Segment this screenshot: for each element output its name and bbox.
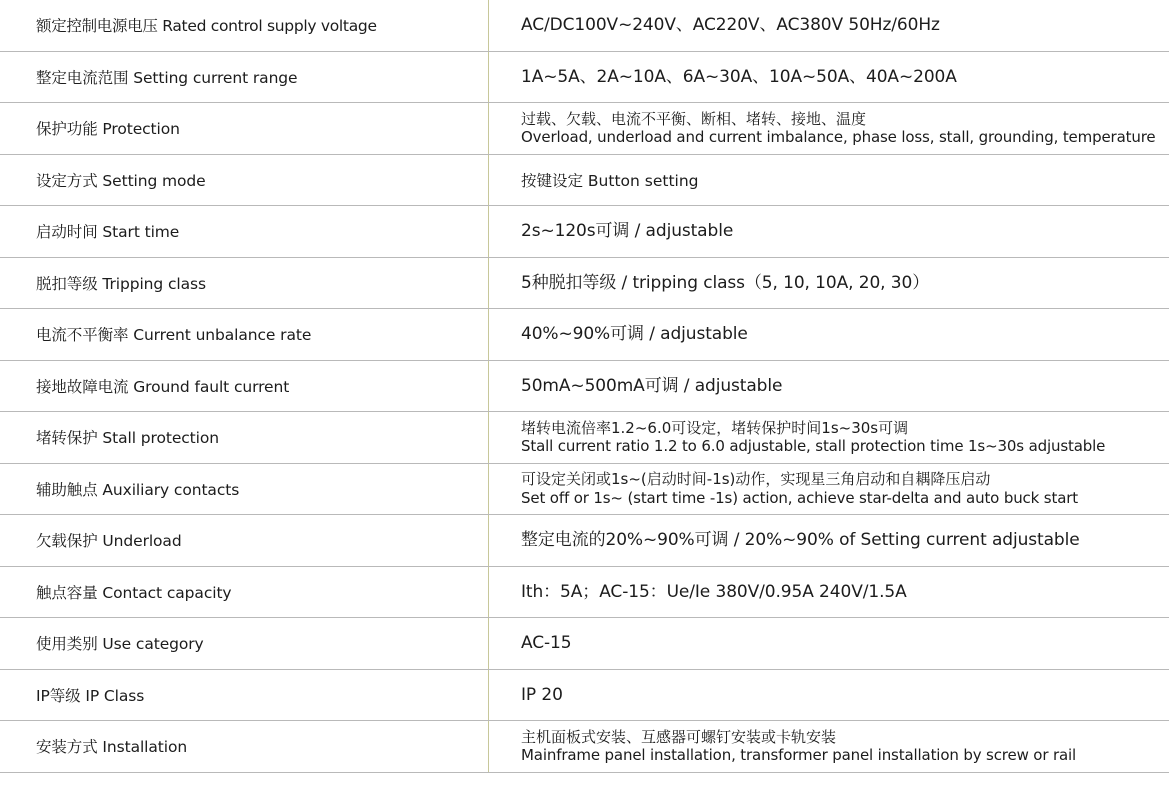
row-value-cell bbox=[489, 0, 1169, 51]
row-label: 整定电流范围 Setting current range bbox=[0, 52, 489, 103]
row-value: AC-15 bbox=[521, 633, 572, 654]
row-value-cn: 堵转电流倍率1.2~6.0可设定，堵转保护时间1s~30s可调 bbox=[521, 418, 909, 437]
row-value-cell bbox=[489, 515, 1169, 566]
table-row bbox=[0, 618, 1169, 670]
table-row bbox=[0, 103, 1169, 155]
row-value: Ith：5A；AC-15：Ue/Ie 380V/0.95A 240V/1.5A bbox=[521, 581, 907, 602]
row-value-cell bbox=[489, 361, 1169, 412]
table-row bbox=[0, 361, 1169, 413]
row-value-cell bbox=[489, 206, 1169, 257]
row-value-cell bbox=[489, 103, 1169, 154]
row-value-en: Stall current ratio 1.2 to 6.0 adjustable, stall protection time 1s~30s adjustable bbox=[521, 437, 1106, 456]
row-value: 按键设定 Button setting bbox=[521, 171, 699, 190]
row-label: 接地故障电流 Ground fault current bbox=[0, 361, 489, 412]
row-value-cell bbox=[489, 52, 1169, 103]
row-value: 2s~120s可调 / adjustable bbox=[521, 221, 734, 242]
table-row bbox=[0, 567, 1169, 619]
row-value-cell bbox=[489, 670, 1169, 721]
row-value-cell bbox=[489, 412, 1169, 463]
table-row bbox=[0, 52, 1169, 104]
row-value-cell bbox=[489, 309, 1169, 360]
table-row bbox=[0, 0, 1169, 52]
row-label: IP等级 IP Class bbox=[0, 670, 489, 721]
row-value-en: Mainframe panel installation, transformer panel installation by screw or rail bbox=[521, 746, 1077, 765]
row-value-cn: 可设定关闭或1s~(启动时间-1s)动作，实现星三角启动和自耦降压启动 bbox=[521, 470, 991, 488]
row-label: 堵转保护 Stall protection bbox=[0, 412, 489, 463]
row-label: 欠载保护 Underload bbox=[0, 515, 489, 566]
row-label: 辅助触点 Auxiliary contacts bbox=[0, 464, 489, 515]
table-row bbox=[0, 155, 1169, 207]
row-value: 40%~90%可调 / adjustable bbox=[521, 324, 748, 345]
row-label: 保护功能 Protection bbox=[0, 103, 489, 154]
row-value-cn: 主机面板式安装、互感器可螺钉安装或卡轨安装 bbox=[521, 727, 837, 746]
row-value-en: Overload, underload and current imbalance, phase loss, stall, grounding, temperature bbox=[521, 128, 1156, 147]
row-value: AC/DC100V~240V、AC220V、AC380V 50Hz/60Hz bbox=[521, 15, 940, 36]
table-row bbox=[0, 412, 1169, 464]
row-label: 脱扣等级 Tripping class bbox=[0, 258, 489, 309]
row-value-cell bbox=[489, 464, 1169, 515]
row-label: 额定控制电源电压 Rated control supply voltage bbox=[0, 0, 489, 51]
row-value-cell bbox=[489, 567, 1169, 618]
row-value-cell bbox=[489, 618, 1169, 669]
table-row bbox=[0, 206, 1169, 258]
row-value: IP 20 bbox=[521, 684, 563, 705]
row-label: 触点容量 Contact capacity bbox=[0, 567, 489, 618]
table-row bbox=[0, 258, 1169, 310]
row-value-cell bbox=[489, 721, 1169, 772]
row-value-cn: 过载、欠载、电流不平衡、断相、堵转、接地、温度 bbox=[521, 109, 867, 128]
table-row bbox=[0, 670, 1169, 722]
row-label: 安装方式 Installation bbox=[0, 721, 489, 772]
row-value: 5种脱扣等级 / tripping class（5, 10, 10A, 20, 30） bbox=[521, 272, 930, 293]
row-value-cell bbox=[489, 155, 1169, 206]
table-row bbox=[0, 464, 1169, 516]
table-row bbox=[0, 721, 1169, 773]
row-label: 设定方式 Setting mode bbox=[0, 155, 489, 206]
row-value-en: Set off or 1s~ (start time -1s) action, achieve star-delta and auto buck start bbox=[521, 488, 1078, 507]
row-label: 电流不平衡率 Current unbalance rate bbox=[0, 309, 489, 360]
row-label: 启动时间 Start time bbox=[0, 206, 489, 257]
row-value: 50mA~500mA可调 / adjustable bbox=[521, 375, 783, 396]
table-row bbox=[0, 309, 1169, 361]
row-value: 整定电流的20%~90%可调 / 20%~90% of Setting current adjustable bbox=[521, 530, 1080, 551]
table-row bbox=[0, 515, 1169, 567]
row-value-cell bbox=[489, 258, 1169, 309]
row-value: 1A~5A、2A~10A、6A~30A、10A~50A、40A~200A bbox=[521, 66, 957, 87]
row-label: 使用类别 Use category bbox=[0, 618, 489, 669]
